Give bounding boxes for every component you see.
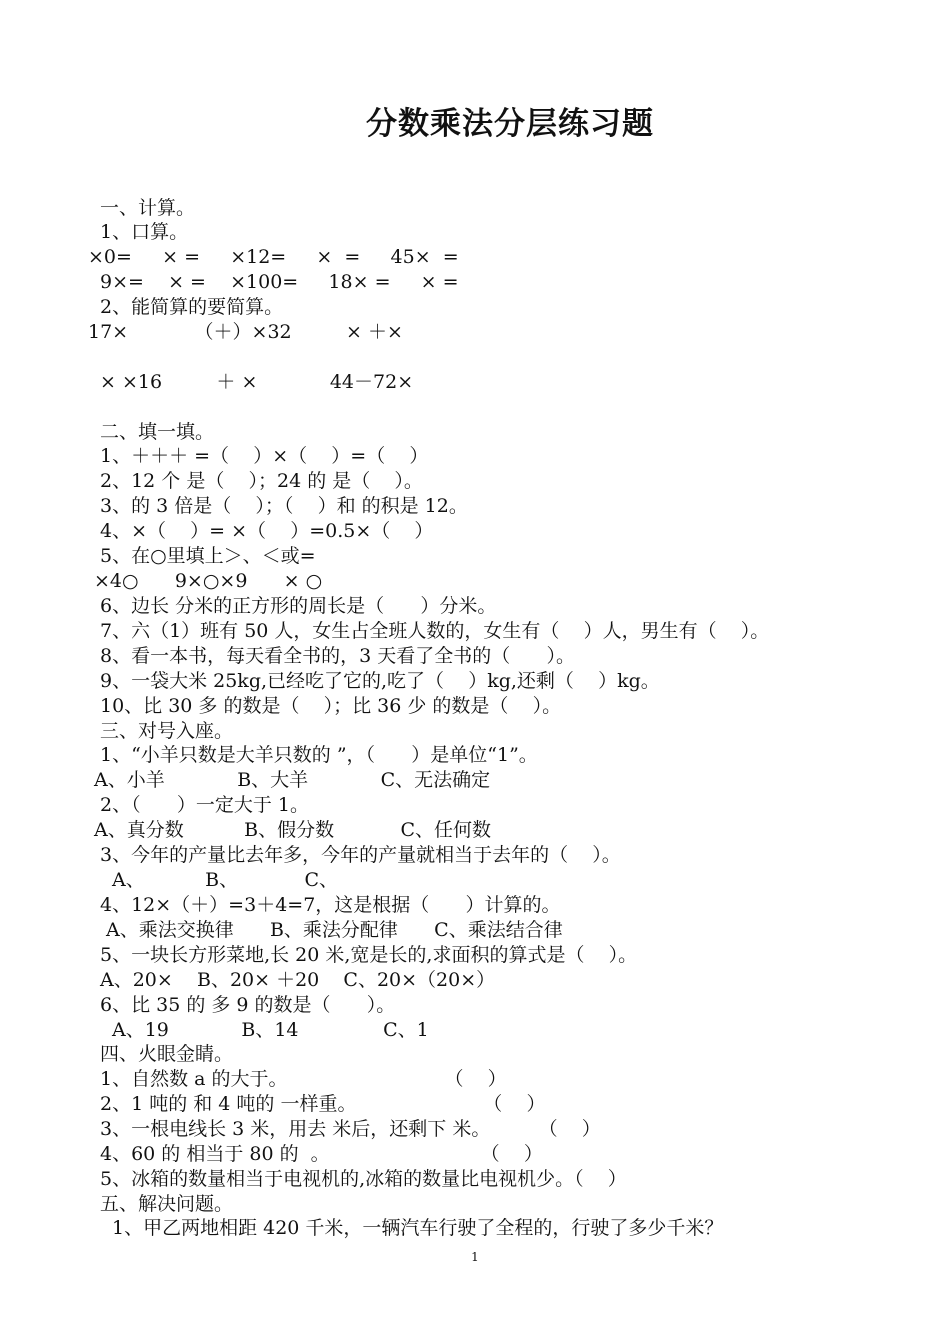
text-line: ×0= × = ×12= × = 45× = [88,246,459,268]
text-line: 1、“小羊只数是大羊只数的 ”，（ ）是单位“1”。 [100,744,538,766]
text-line: 2、1 吨的 和 4 吨的 一样重。 （ ） [100,1093,546,1115]
text-line: 二、填一填。 [100,421,215,443]
text-line: 5、在○里填上＞、＜或= [100,545,316,567]
text-line: A、20× B、20× ＋20 C、20×（20×） [100,969,496,991]
text-line: A、小羊 B、大羊 C、无法确定 [94,769,491,791]
text-line: 1、自然数 a 的大于。 （ ） [100,1068,507,1090]
text-line: 8、看一本书，每天看全书的，3 天看了全书的（ ）。 [100,645,575,667]
text-line: 2、（ ）一定大于 1。 [100,794,309,816]
text-line: 5、冰箱的数量相当于电视机的,冰箱的数量比电视机少。（ ） [100,1168,627,1190]
text-line: 1、甲乙两地相距 420 千米，一辆汽车行驶了全程的，行驶了多少千米？ [112,1217,724,1239]
text-line: 7、六（1）班有 50 人，女生占全班人数的，女生有（ ）人，男生有（ ）。 [100,620,770,642]
text-line: 6、边长 分米的正方形的周长是（ ）分米。 [100,595,497,617]
text-line: 2、12 个 是（ ）；24 的 是（ ）。 [100,470,423,492]
page-number: 1 [471,1250,479,1264]
text-line: A、真分数 B、假分数 C、任何数 [94,819,492,841]
text-line: 三、对号入座。 [100,720,234,742]
text-line: 4、×（ ）= ×（ ）=0.5×（ ） [100,520,434,542]
text-line: × ×16 ＋ × 44－72× [100,371,414,393]
text-line: 1、口算。 [100,221,189,243]
text-line: 一、计算。 [100,197,196,219]
text-line: 3、今年的产量比去年多，今年的产量就相当于去年的（ ）。 [100,844,621,866]
text-line: 4、12×（＋）=3＋4=7，这是根据（ ）计算的。 [100,894,561,916]
text-line: 9×= × = ×100= 18× = × = [100,271,459,293]
text-line: 1、＋＋＋ =（ ）×（ ）=（ ） [100,445,429,467]
page-title: 分数乘法分层练习题 [366,106,654,142]
text-line: A、19 B、14 C、1 [112,1019,429,1041]
text-line: ×4○ 9×○×9 × ○ [94,570,323,592]
text-line: A、 B、 C、 [112,869,339,891]
text-line: A、乘法交换律 B、乘法分配律 C、乘法结合律 [106,919,563,941]
text-line: 3、一根电线长 3 米，用去 米后，还剩下 米。 （ ） [100,1118,601,1140]
text-line: 9、一袋大米 25kg,已经吃了它的,吃了（ ）kg,还剩（ ）kg。 [100,670,660,692]
text-line: 4、60 的 相当于 80 的 。 （ ） [100,1143,543,1165]
text-line: 3、的 3 倍是（ ）；（ ）和 的积是 12。 [100,495,468,517]
text-line: 五、解决问题。 [100,1193,234,1215]
text-line: 四、火眼金睛。 [100,1043,234,1065]
text-line: 10、比 30 多 的数是（ ）；比 36 少 的数是（ ）。 [100,695,562,717]
text-line: 6、比 35 的 多 9 的数是（ ）。 [100,994,396,1016]
text-line: 2、能简算的要简算。 [100,296,284,318]
text-line: 5、一块长方形菜地,长 20 米,宽是长的,求面积的算式是（ ）。 [100,944,638,966]
text-line: 17× （＋）×32 × ＋× [88,321,403,343]
